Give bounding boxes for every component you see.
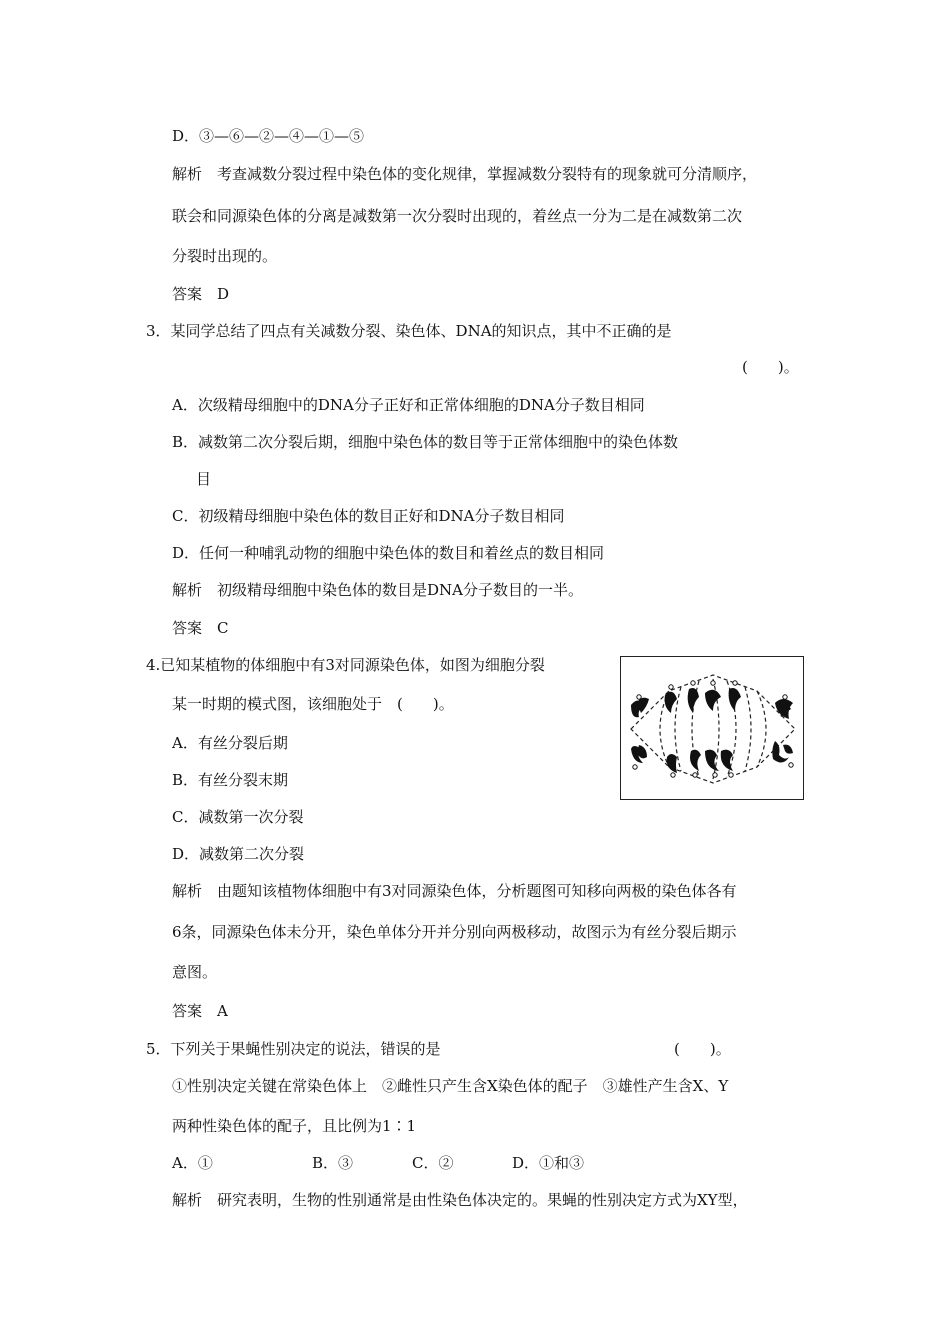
q5-stem: 5．下列关于果蝇性别决定的说法，错误的是 (146, 1040, 441, 1058)
centromere (693, 773, 697, 777)
centromere (633, 765, 637, 769)
q3-option-d: D．任何一种哺乳动物的细胞中染色体的数目和着丝点的数目相同 (172, 544, 605, 562)
chromosome-upper (665, 692, 677, 713)
q3-option-b: B．减数第二次分裂后期，细胞中染色体的数目等于正常体细胞中的染色体数 (172, 433, 679, 451)
q3-option-b-cont: 目 (196, 470, 212, 488)
spindle-fiber (745, 687, 751, 771)
q5-analysis: 解析 研究表明，生物的性别通常是由性染色体决定的。果蝇的性别决定方式为XY型， (172, 1191, 748, 1209)
q4-stem-cont: 某一时期的模式图，该细胞处于 ( )。 (172, 695, 454, 713)
q3-answer: 答案 C (172, 619, 229, 637)
centromere (669, 685, 673, 689)
q2-analysis-line-3: 分裂时出现的。 (172, 247, 278, 265)
q5-bracket: ( )。 (674, 1040, 731, 1058)
q3-option-a: A．次级精母细胞中的DNA分子正好和正常体细胞的DNA分子数目相同 (172, 396, 645, 414)
q4-option-a: A．有丝分裂后期 (172, 734, 288, 752)
q4-analysis-line-3: 意图。 (172, 963, 218, 981)
q2-analysis-line-2: 联会和同源染色体的分离是减数第一次分裂时出现的，着丝点一分为二是在减数第二次 (172, 207, 743, 225)
centromere (729, 773, 733, 777)
q3-analysis: 解析 初级精母细胞中染色体的数目是DNA分子数目的一半。 (172, 581, 583, 599)
q5-option-d: D．①和③ (512, 1154, 585, 1172)
cell-division-figure (620, 656, 804, 800)
q2-answer: 答案 D (172, 285, 230, 303)
chromosome-upper (705, 690, 721, 711)
q4-option-b: B．有丝分裂末期 (172, 771, 289, 789)
centromere (713, 773, 717, 777)
q4-option-c: C．减数第一次分裂 (172, 808, 304, 826)
chromosome-lower (705, 750, 719, 771)
q3-bracket: ( )。 (742, 358, 799, 376)
q5-option-c: C．② (412, 1154, 454, 1172)
q3-option-c: C．初级精母细胞中染色体的数目正好和DNA分子数目相同 (172, 507, 565, 525)
centromere (789, 763, 793, 767)
q2-option-d: D．③—⑥—②—④—①—⑤ (172, 127, 365, 145)
q5-option-a: A．① (172, 1154, 213, 1172)
centromere (671, 773, 675, 777)
q5-option-b: B．③ (312, 1154, 354, 1172)
centromere (711, 681, 715, 685)
chromosome-lower (721, 750, 733, 771)
q2-analysis-line-1: 解析 考查减数分裂过程中染色体的变化规律，掌握减数分裂特有的现象就可分清顺序， (172, 165, 758, 183)
cell-diagram-svg (621, 657, 805, 801)
centromere (691, 681, 695, 685)
chromosome-lower (667, 754, 677, 773)
q3-stem: 3．某同学总结了四点有关减数分裂、染色体、DNA的知识点，其中不正确的是 (146, 322, 672, 340)
q4-answer: 答案 A (172, 1002, 228, 1020)
q5-statements: ①性别决定关键在常染色体上 ②雌性只产生含X染色体的配子 ③雄性产生含X、Y (172, 1077, 729, 1095)
centromere (637, 695, 641, 699)
chromosome-lower (690, 750, 701, 771)
spindle-fiber (757, 691, 766, 767)
q4-analysis-line-2: 6条，同源染色体未分开，染色单体分开并分别向两极移动，故图示为有丝分裂后期示 (172, 923, 737, 941)
q4-analysis-line-1: 解析 由题知该植物体细胞中有3对同源染色体，分析题图可知移向两极的染色体各有 (172, 882, 737, 900)
centromere (733, 681, 737, 685)
q4-stem: 4.已知某植物的体细胞中有3对同源染色体，如图为细胞分裂 (146, 656, 545, 674)
q4-option-d: D．减数第二次分裂 (172, 845, 305, 863)
chromosome-lower (783, 745, 793, 754)
chromosome-upper (729, 688, 741, 711)
q5-statements-cont: 两种性染色体的配子，且比例为1∶1 (172, 1117, 417, 1135)
centromere (783, 695, 787, 699)
